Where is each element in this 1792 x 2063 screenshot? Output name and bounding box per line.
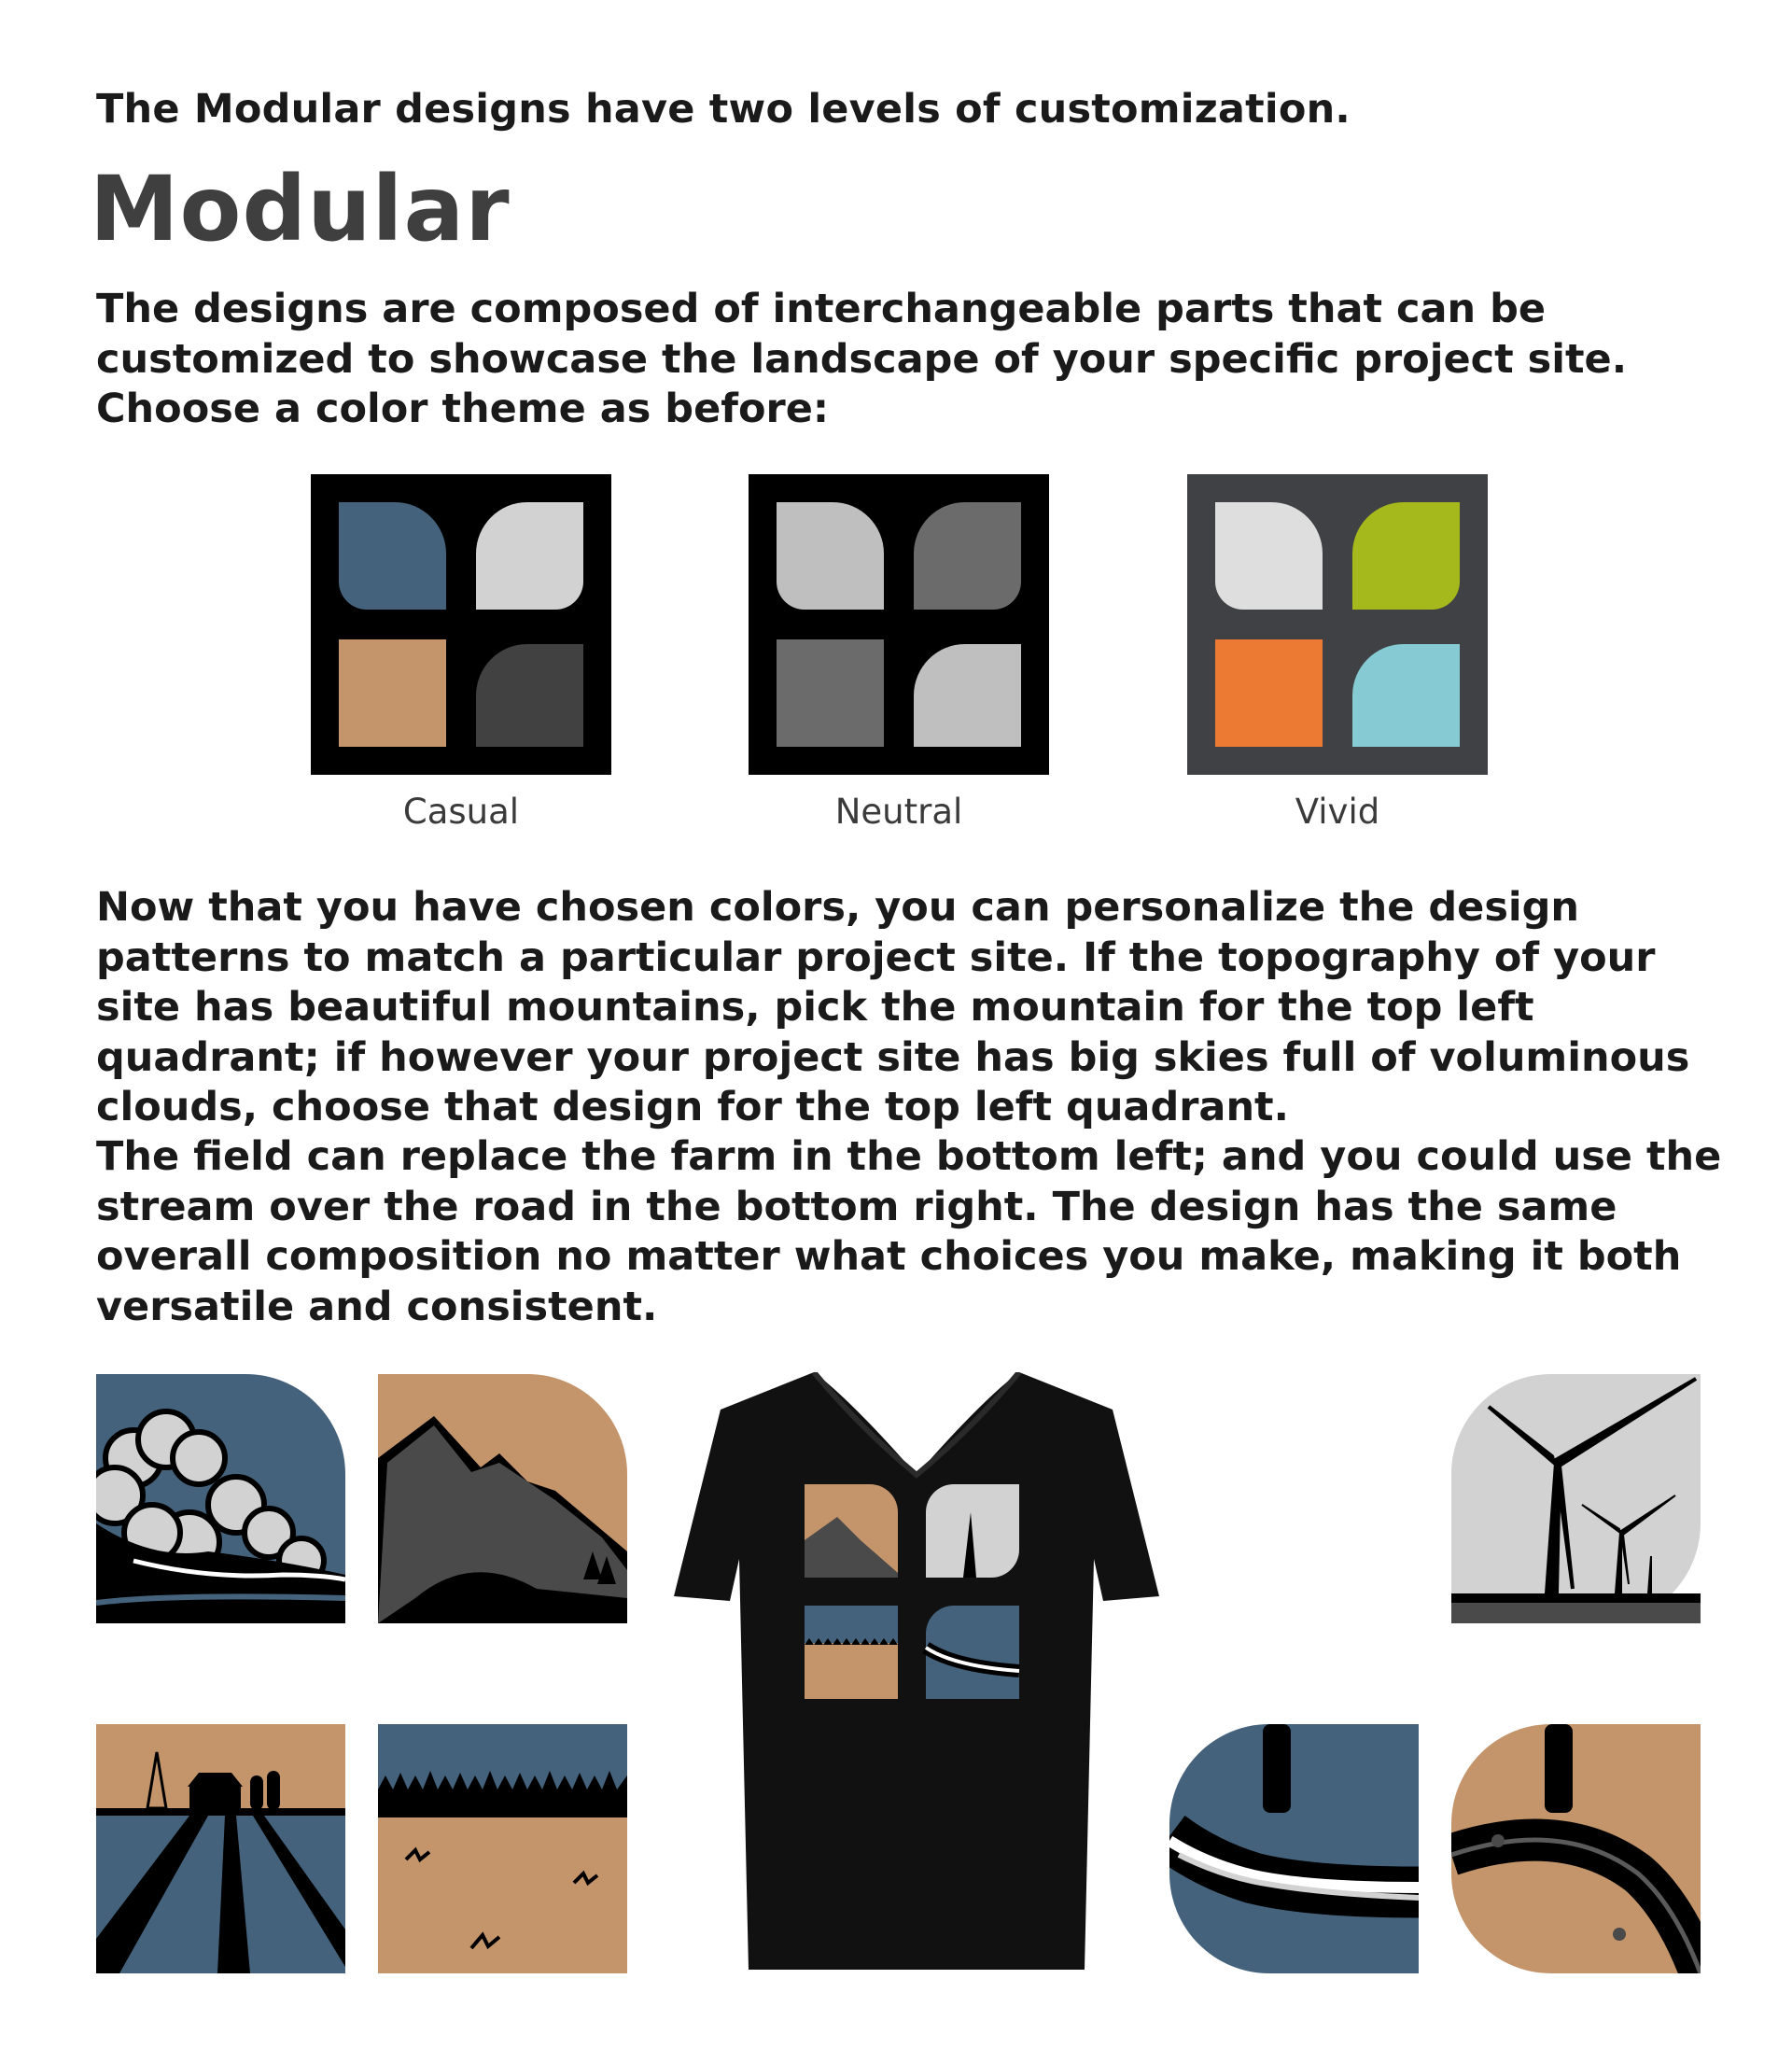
neutral-swatch-icon [749, 474, 1049, 775]
mountain-icon [378, 1374, 627, 1623]
field-icon [378, 1724, 627, 1973]
vivid-swatch-icon [1187, 474, 1488, 775]
theme-label: Vivid [1295, 792, 1380, 832]
page-title: Modular [90, 157, 511, 261]
clouds-tile [96, 1374, 345, 1623]
casual-swatch-icon [311, 474, 611, 775]
paragraph-composition: The field can replace the farm in the bottom left; and you could use the stream over the road in the bottom right. The design has the same overall composition no matter what choices you make, making it both versatile and consistent. [96, 1133, 1722, 1330]
wind-turbine-icon [1451, 1374, 1701, 1623]
theme-label: Casual [402, 792, 520, 832]
mountain-tile [378, 1374, 627, 1623]
clouds-icon [96, 1374, 345, 1623]
road-tile [1451, 1724, 1701, 1973]
theme-vivid [1187, 474, 1488, 832]
theme-neutral [749, 474, 1049, 832]
farm-icon [96, 1724, 345, 1973]
tshirt-icon [674, 1372, 1159, 1979]
wind-turbine-tile [1451, 1374, 1701, 1623]
tshirt-mockup [674, 1372, 1159, 1979]
farm-tile [96, 1724, 345, 1973]
theme-casual [311, 474, 611, 832]
field-tile [378, 1724, 627, 1973]
paragraph-customization: The designs are composed of interchangeable parts that can be customized to showcase the landscape of your specific project site. Choose a color theme as before: [96, 286, 1628, 432]
intro-text: The Modular designs have two levels of customization. [96, 86, 1351, 133]
theme-label: Neutral [834, 792, 963, 832]
road-icon [1451, 1724, 1701, 1973]
stream-tile [1169, 1724, 1419, 1973]
stream-icon [1169, 1724, 1419, 1973]
paragraph-personalize: Now that you have chosen colors, you can personalize the design patterns to match a particular project site. If the topography of your site has beautiful mountains, pick the mountain for the top left quadrant; if however your project site has big skies full of voluminous clouds, choose that design for the top left quadrant. [96, 884, 1690, 1130]
